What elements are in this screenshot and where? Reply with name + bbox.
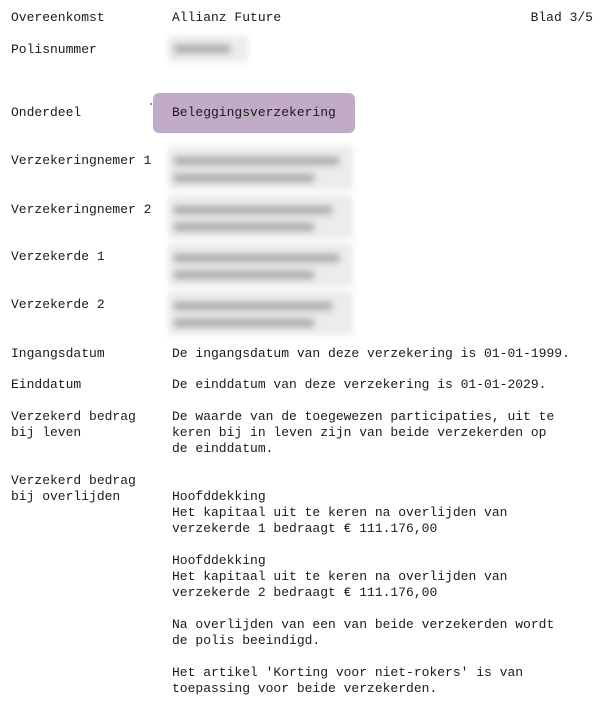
ingangsdatum-value: De ingangsdatum van deze verzekering is 01-01-1999. <box>172 346 570 361</box>
page-number: Blad 3/5 <box>530 10 593 25</box>
verzekerde-2-label: Verzekerde 2 <box>11 297 105 312</box>
onderdeel-label: Onderdeel <box>11 105 82 120</box>
hoofddekking-1-line2: verzekerde 1 bedraagt € 111.176,00 <box>172 521 438 536</box>
polisnummer-label: Polisnummer <box>11 42 97 57</box>
onderdeel-value: Beleggingsverzekering <box>172 105 336 120</box>
verzekeringnemer-2-label: Verzekeringnemer 2 <box>11 202 152 217</box>
ingangsdatum-label: Ingangsdatum <box>11 346 105 361</box>
verzekerde-1-label: Verzekerde 1 <box>11 249 105 264</box>
stray-dot <box>150 103 152 105</box>
einddatum-value: De einddatum van deze verzekering is 01-01-2029. <box>172 377 547 392</box>
verzekeringnemer-1-redacted <box>168 146 353 190</box>
verzekeringnemer-1-label: Verzekeringnemer 1 <box>11 153 152 168</box>
overeenkomst-label: Overeenkomst <box>11 10 105 25</box>
hoofddekking-2-line1: Het kapitaal uit te keren na overlijden van <box>172 569 508 584</box>
korting-line1: Het artikel 'Korting voor niet-rokers' is van <box>172 665 524 680</box>
korting-line2: toepassing voor beide verzekerden. <box>172 681 438 696</box>
hoofddekking-2-title: Hoofddekking <box>172 553 266 568</box>
hoofddekking-1-line1: Het kapitaal uit te keren na overlijden van <box>172 505 508 520</box>
polisnummer-redacted <box>168 36 248 62</box>
hoofddekking-1-title: Hoofddekking <box>172 489 266 504</box>
beeindiging-line1: Na overlijden van een van beide verzekerden wordt <box>172 617 555 632</box>
leven-label-line2: bij leven <box>11 425 82 440</box>
beeindiging-line2: de polis beeindigd. <box>172 633 321 648</box>
leven-value-line1: De waarde van de toegewezen participaties, uit te <box>172 409 555 424</box>
leven-label-line1: Verzekerd bedrag <box>11 409 136 424</box>
leven-value-line3: de einddatum. <box>172 441 274 456</box>
leven-value-line2: keren bij in leven zijn van beide verzekerden op <box>172 425 547 440</box>
verzekeringnemer-2-redacted <box>168 195 353 239</box>
verzekerde-2-redacted <box>168 291 353 335</box>
overlijden-label-line2: bij overlijden <box>11 489 121 504</box>
overlijden-label-line1: Verzekerd bedrag <box>11 473 136 488</box>
hoofddekking-2-line2: verzekerde 2 bedraagt € 111.176,00 <box>172 585 438 600</box>
onderdeel-highlight <box>153 93 355 133</box>
verzekerde-1-redacted <box>168 243 353 287</box>
einddatum-label: Einddatum <box>11 377 82 392</box>
overeenkomst-value: Allianz Future <box>172 10 282 25</box>
